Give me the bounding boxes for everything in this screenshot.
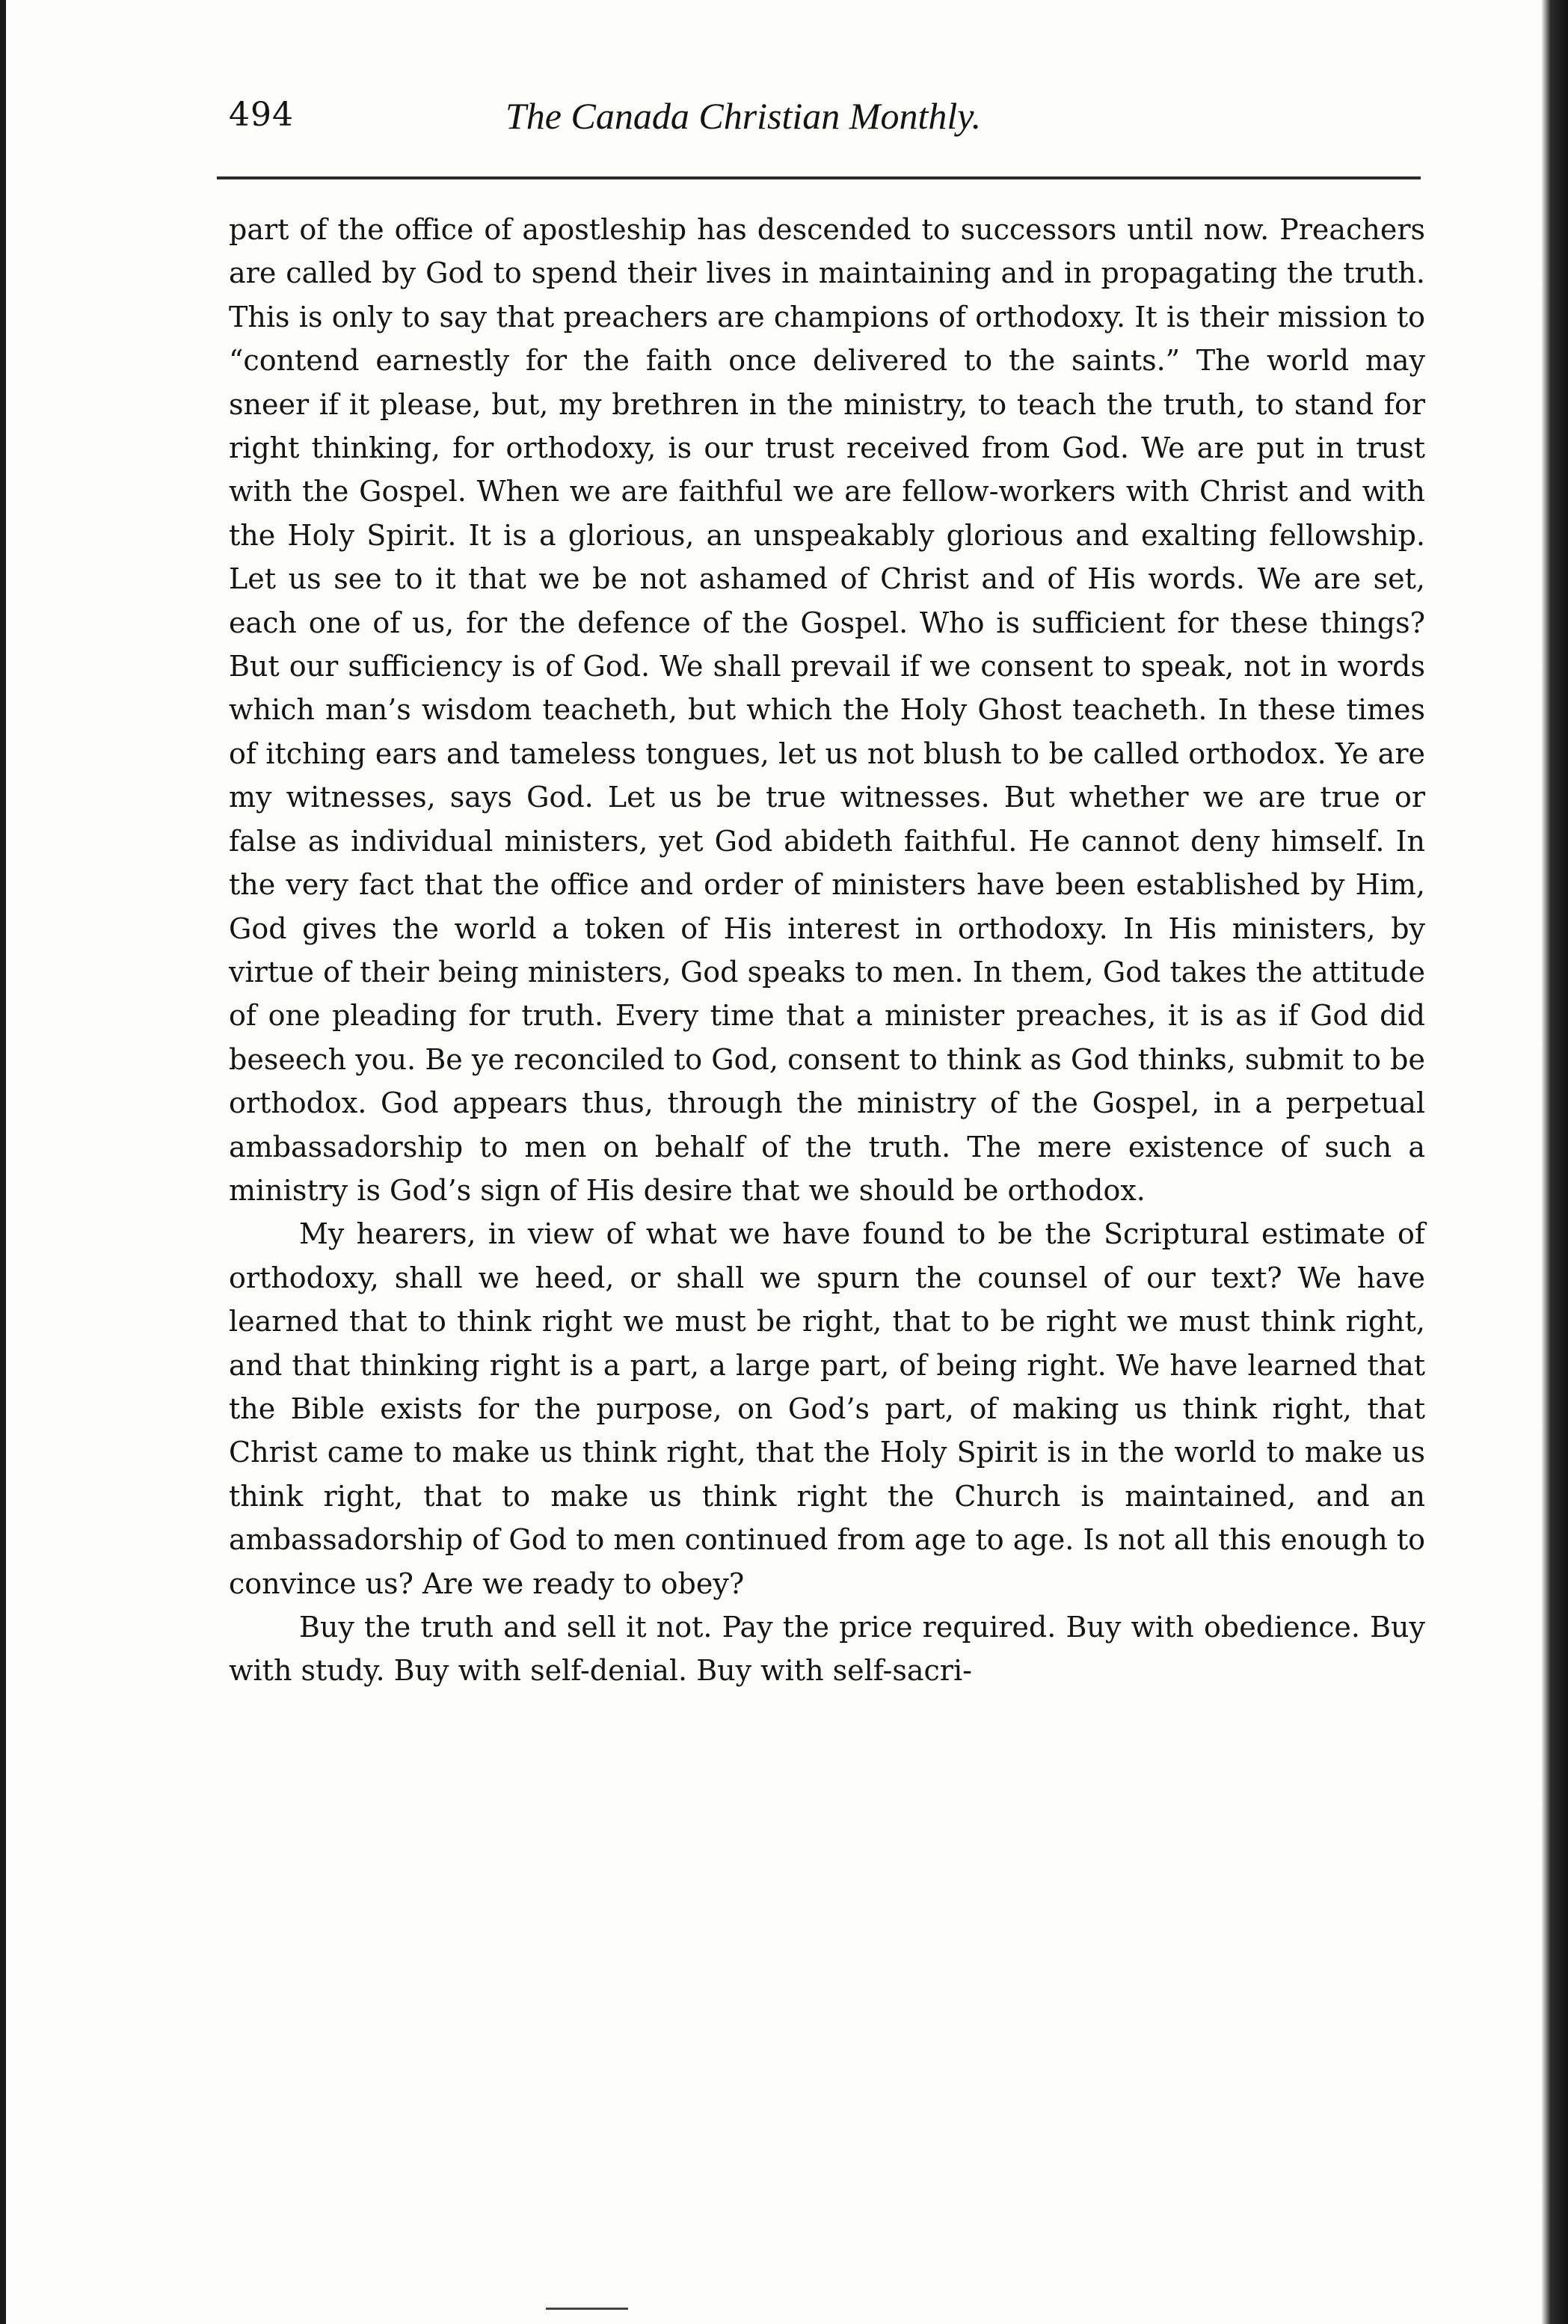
footer-mark xyxy=(546,2308,628,2310)
page-body xyxy=(229,208,1425,1693)
paragraph: Buy the truth and sell it not. Pay the price required. Buy with obedience. Buy with study. Buy with self-denial. Buy with self-sacri- xyxy=(229,1611,1425,1688)
paragraph: part of the office of apostleship has descended to successors until now. Preachers are called by God to spend their lives in maintaining and in propagating the truth. This is only to say that preachers are champions of orthodoxy. It is their mission to “contend earnestly for the faith once delivered to the saints.” The world may sneer if it please, but, my brethren in the ministry, to teach the truth, to stand for right thinking, for orthodoxy, is our trust received from God. We are put in trust with the Gospel. When we are faithful we are fellow-workers with Christ and with the Holy Spirit. It is a glorious, an unspeakably glorious and exalting fellowship. Let us see to it that we be not ashamed of Christ and of His words. We are set, each one of us, for the defence of the Gospel. Who is sufficient for these things? But our sufficiency is of God. We shall prevail if we consent to speak, not in words which man’s wisdom teacheth, but which the Holy Ghost teacheth. In these times of itching ears and tameless tongues, let us not blush to be called orthodox. Ye are my witnesses, says God. Let us be true witnesses. But whether we are true or false as individual ministers, yet God abideth faithful. He cannot deny himself. In the very fact that the office and order of ministers have been established by Him, God gives the world a token of His interest in orthodoxy. In His ministers, by virtue of their being ministers, God speaks to men. In them, God takes the attitude of one pleading for truth. Every time that a minister preaches, it is as if God did beseech you. Be ye reconciled to God, consent to think as God thinks, submit to be orthodox. God appears thus, through the ministry of the Gospel, in a perpetual ambassadorship to men on behalf of the truth. The mere existence of such a ministry is God’s sign of His desire that we should be orthodox. xyxy=(229,213,1425,1207)
scan-right-edge xyxy=(1541,0,1568,2324)
page-number: 494 xyxy=(229,96,294,134)
page-header xyxy=(229,88,1425,156)
running-title: The Canada Christian Monthly. xyxy=(505,95,982,137)
header-rule xyxy=(217,176,1421,179)
paragraph: My hearers, in view of what we have found to be the Scriptural estimate of orthodoxy, shall we heed, or shall we spurn the counsel of our text? We have learned that to think right we must be right, that to be right we must think right, and that thinking right is a part, a large part, of being right. We have learned that the Bible exists for the purpose, on God’s part, of making us think right, that Christ came to make us think right, that the Holy Spirit is in the world to make us think right, that to make us think right the Church is maintained, and an ambassadorship of God to men continued from age to age. Is not all this enough to convince us? Are we ready to obey? xyxy=(229,1217,1425,1600)
scan-left-edge xyxy=(0,0,6,2324)
